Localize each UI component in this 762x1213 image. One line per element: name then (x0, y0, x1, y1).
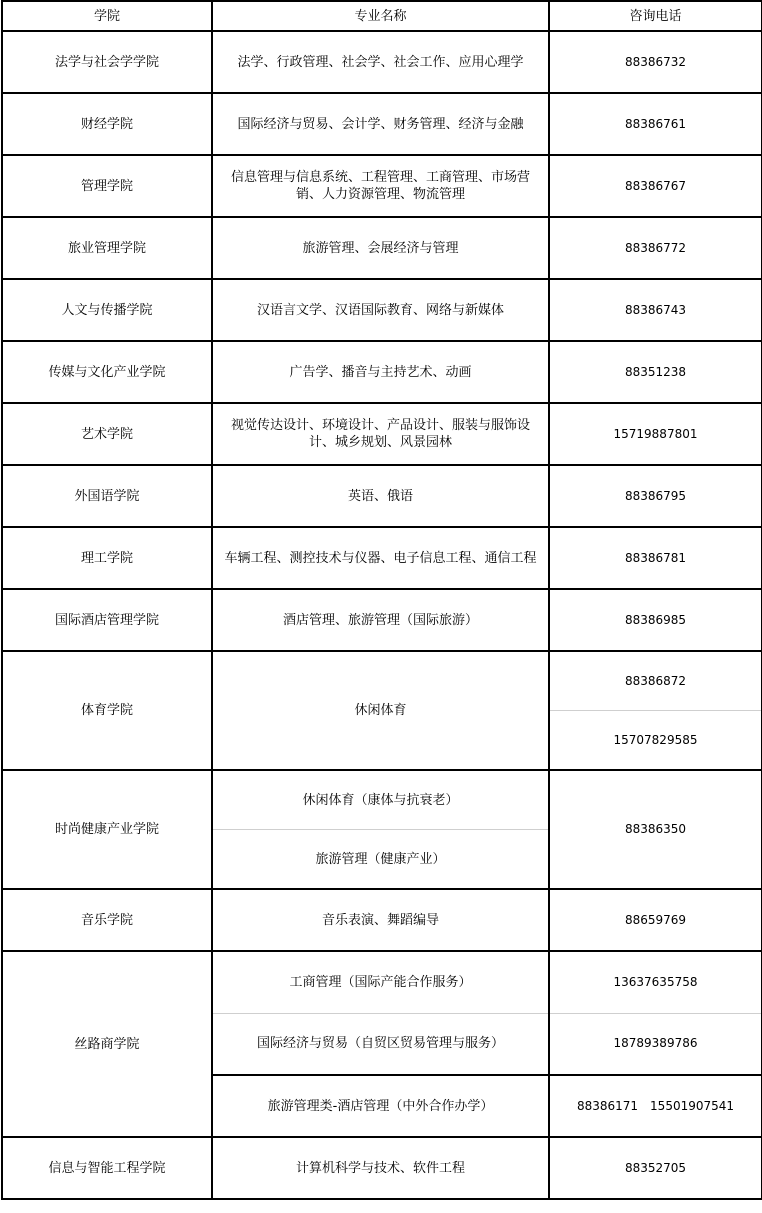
college-cell: 艺术学院 (2, 403, 212, 465)
table-header-row (2, 1, 762, 31)
college-cell: 管理学院 (2, 155, 212, 217)
college-cell: 外国语学院 (2, 465, 212, 527)
majors-cell: 汉语言文学、汉语国际教育、网络与新媒体 (212, 279, 549, 341)
table-row (2, 465, 762, 527)
table-row (2, 527, 762, 589)
phone-cell: 88386350 (549, 770, 762, 889)
phone-number: 15501907541 (650, 1098, 735, 1113)
phone-cell: 88386743 (549, 279, 762, 341)
college-cell: 理工学院 (2, 527, 212, 589)
table-row (2, 155, 762, 217)
phone-cell: 88386732 (549, 31, 762, 93)
college-cell: 旅业管理学院 (2, 217, 212, 279)
phone-cell: 15707829585 (549, 711, 762, 771)
header-majors: 专业名称 (212, 1, 549, 31)
majors-cell: 旅游管理（健康产业） (212, 830, 549, 890)
college-cell: 体育学院 (2, 651, 212, 770)
phone-cell: 88386767 (549, 155, 762, 217)
college-cell: 国际酒店管理学院 (2, 589, 212, 651)
table-row (2, 770, 762, 830)
college-cell: 法学与社会学学院 (2, 31, 212, 93)
majors-cell: 视觉传达设计、环境设计、产品设计、服装与服饰设计、城乡规划、风景园林 (212, 403, 549, 465)
phone-cell: 88352705 (549, 1137, 762, 1199)
table-row (2, 651, 762, 711)
table-row (2, 1137, 762, 1199)
phone-cell: 88659769 (549, 889, 762, 951)
phone-cell: 88386761 (549, 93, 762, 155)
majors-cell: 工商管理（国际产能合作服务） (212, 951, 549, 1013)
table-row (2, 31, 762, 93)
majors-cell: 国际经济与贸易、会计学、财务管理、经济与金融 (212, 93, 549, 155)
college-cell: 时尚健康产业学院 (2, 770, 212, 889)
phone-cell: 88386985 (549, 589, 762, 651)
majors-cell: 酒店管理、旅游管理（国际旅游） (212, 589, 549, 651)
table-row (2, 217, 762, 279)
majors-cell: 信息管理与信息系统、工程管理、工商管理、市场营销、人力资源管理、物流管理 (212, 155, 549, 217)
table-row (2, 589, 762, 651)
college-cell: 音乐学院 (2, 889, 212, 951)
phone-cell (549, 1075, 762, 1137)
majors-cell: 广告学、播音与主持艺术、动画 (212, 341, 549, 403)
header-phone: 咨询电话 (549, 1, 762, 31)
header-college: 学院 (2, 1, 212, 31)
majors-cell: 旅游管理、会展经济与管理 (212, 217, 549, 279)
phone-cell: 13637635758 (549, 951, 762, 1013)
phone-cell: 88386872 (549, 651, 762, 711)
majors-cell: 休闲体育（康体与抗衰老） (212, 770, 549, 830)
college-cell: 传媒与文化产业学院 (2, 341, 212, 403)
table-row (2, 889, 762, 951)
table-row (2, 403, 762, 465)
majors-cell: 休闲体育 (212, 651, 549, 770)
phone-cell: 88386781 (549, 527, 762, 589)
table-row (2, 279, 762, 341)
majors-cell: 英语、俄语 (212, 465, 549, 527)
majors-cell: 法学、行政管理、社会学、社会工作、应用心理学 (212, 31, 549, 93)
college-cell: 信息与智能工程学院 (2, 1137, 212, 1199)
phone-cell: 88386772 (549, 217, 762, 279)
table-row (2, 341, 762, 403)
college-cell: 人文与传播学院 (2, 279, 212, 341)
phone-cell: 88386795 (549, 465, 762, 527)
majors-cell: 车辆工程、测控技术与仪器、电子信息工程、通信工程 (212, 527, 549, 589)
table-row (2, 93, 762, 155)
phone-number: 88386171 (576, 1098, 639, 1113)
majors-cell: 音乐表演、舞蹈编导 (212, 889, 549, 951)
college-cell: 丝路商学院 (2, 951, 212, 1137)
phone-cell: 88351238 (549, 341, 762, 403)
admissions-contact-table (1, 0, 762, 1200)
phone-cell: 15719887801 (549, 403, 762, 465)
majors-cell: 旅游管理类-酒店管理（中外合作办学） (212, 1075, 549, 1137)
table-row (2, 951, 762, 1013)
majors-cell: 国际经济与贸易（自贸区贸易管理与服务） (212, 1013, 549, 1075)
majors-cell: 计算机科学与技术、软件工程 (212, 1137, 549, 1199)
college-cell: 财经学院 (2, 93, 212, 155)
phone-cell: 18789389786 (549, 1013, 762, 1075)
